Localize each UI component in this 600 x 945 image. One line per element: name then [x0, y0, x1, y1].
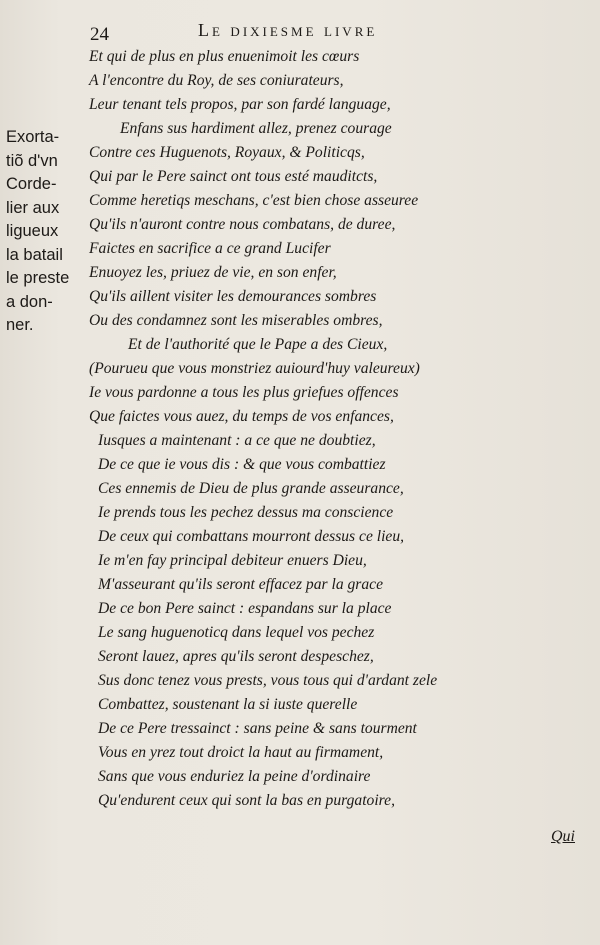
- verse-line: Qu'endurent ceux qui sont la bas en purgatoire,: [98, 792, 395, 809]
- margin-note-line: tiõ d'vn: [6, 151, 58, 170]
- margin-note-line: la batail: [6, 245, 63, 264]
- verse-line: Ie prends tous les pechez dessus ma conscience: [98, 504, 394, 521]
- verse-line: Leur tenant tels propos, par son fardé language,: [89, 96, 391, 113]
- verse-line: Seront lauez, apres qu'ils seront despeschez,: [98, 648, 374, 665]
- catchword: Qui: [551, 828, 575, 845]
- verse-line: Faictes en sacrifice a ce grand Lucifer: [89, 240, 331, 257]
- margin-note: [6, 126, 86, 338]
- verse-line: Ces ennemis de Dieu de plus grande asseurance,: [98, 480, 404, 497]
- verse-line: Et de l'authorité que le Pape a des Cieux,: [128, 336, 388, 353]
- verse-line: Que faictes vous auez, du temps de vos enfances,: [89, 408, 394, 425]
- margin-note-line: ligueux: [6, 222, 59, 240]
- verse-line: Ie m'en fay principal debiteur enuers Dieu,: [98, 552, 367, 569]
- margin-note-line: le preste: [6, 269, 70, 287]
- margin-note-line: a don-: [6, 292, 53, 311]
- verse-line: Et qui de plus en plus enuenimoit les cœurs: [89, 48, 360, 65]
- verse-line: M'asseurant qu'ils seront effacez par la grace: [98, 576, 384, 593]
- verse-line: A l'encontre du Roy, de ses coniurateurs,: [89, 72, 344, 89]
- margin-note-line: lier aux: [6, 198, 60, 217]
- verse-line: Qu'ils aillent visiter les demourances sombres: [89, 288, 377, 305]
- verse-line: Qu'ils n'auront contre nous combatans, de duree,: [89, 216, 396, 233]
- verse-line: Sus donc tenez vous prests, vous tous qui d'ardant zele: [98, 672, 438, 689]
- verse-line: Iusques a maintenant : a ce que ne doubtiez,: [98, 432, 376, 449]
- verse-line: Contre ces Huguenots, Royaux, & Politicqs,: [89, 144, 365, 161]
- verse-line: Qui par le Pere sainct ont tous esté mauditcts,: [89, 168, 378, 185]
- verse-line: Comme heretiqs meschans, c'est bien chose asseuree: [89, 192, 419, 209]
- page-number: 24: [90, 24, 109, 45]
- verse-line: Combattez, soustenant la si iuste querelle: [98, 696, 358, 713]
- verse-line: De ceux qui combattans mourront dessus ce lieu,: [98, 528, 405, 545]
- verse-line: (Pourueu que vous monstriez auiourd'huy valeureux): [89, 360, 420, 377]
- margin-note-line: ner.: [6, 316, 34, 334]
- verse-line: De ce que ie vous dis : & que vous combattiez: [98, 456, 386, 473]
- verse-line: De ce bon Pere sainct : espandans sur la place: [98, 600, 392, 617]
- verse-line: Ou des condamnez sont les miserables ombres,: [89, 312, 383, 329]
- verse-line: Vous en yrez tout droict la haut au firmament,: [98, 744, 384, 761]
- verse-line: De ce Pere tressainct : sans peine & sans tourment: [98, 720, 417, 737]
- margin-note-line: Exorta-: [6, 128, 60, 146]
- running-head: Le dixiesme livre: [198, 20, 378, 40]
- verse-line: Enfans sus hardiment allez, prenez courage: [120, 120, 392, 137]
- verse-line: Enuoyez les, priuez de vie, en son enfer,: [89, 264, 337, 281]
- margin-note-line: Corde-: [6, 175, 57, 193]
- verse-line: Ie vous pardonne a tous les plus griefues offences: [89, 384, 399, 401]
- verse-line: Sans que vous enduriez la peine d'ordinaire: [98, 768, 371, 785]
- verse-line: Le sang huguenoticq dans lequel vos pechez: [98, 624, 375, 641]
